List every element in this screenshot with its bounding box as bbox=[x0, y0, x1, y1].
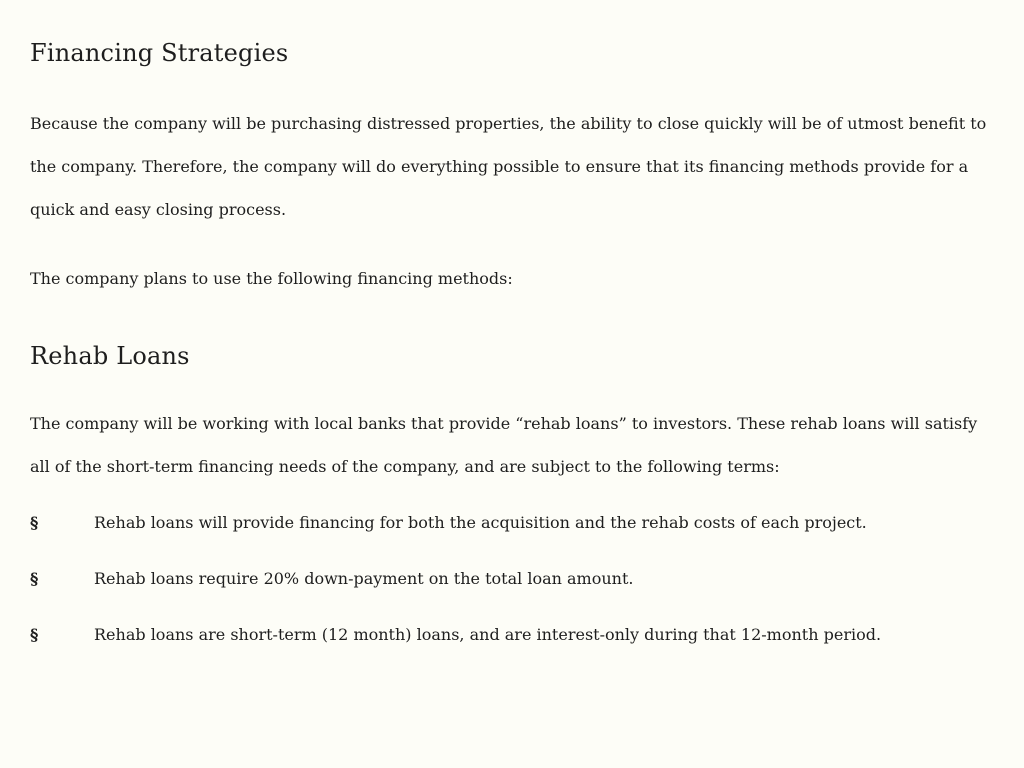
list-item bbox=[30, 615, 995, 671]
rehab-terms-list bbox=[30, 503, 995, 671]
list-item-text: Rehab loans require 20% down-payment on the total loan amount. bbox=[94, 569, 634, 588]
section-sign-bullet: § bbox=[30, 569, 39, 588]
list-item bbox=[30, 559, 995, 615]
heading-financing-strategies: Financing Strategies bbox=[30, 39, 289, 67]
paragraph-financing-methods-intro: The company plans to use the following financing methods: bbox=[30, 269, 513, 288]
list-item bbox=[30, 503, 995, 559]
section-sign-bullet: § bbox=[30, 625, 39, 644]
paragraph-rehab-loans: The company will be working with local banks that provide “rehab loans” to investors. These rehab loans will satisfy all of the short-term financing needs of the company, and are subject to the following terms: bbox=[30, 414, 978, 476]
section-sign-bullet: § bbox=[30, 513, 39, 532]
list-item-text: Rehab loans are short-term (12 month) loans, and are interest-only during that 12-month period. bbox=[94, 625, 882, 644]
paragraph-financing-intro: Because the company will be purchasing distressed properties, the ability to close quickly will be of utmost benefit to the company. Therefore, the company will do everything possible to ensure that its financing methods provide for a quick and easy closing process. bbox=[30, 114, 987, 219]
heading-rehab-loans: Rehab Loans bbox=[30, 342, 190, 370]
list-item-text: Rehab loans will provide financing for both the acquisition and the rehab costs of each project. bbox=[94, 513, 867, 532]
